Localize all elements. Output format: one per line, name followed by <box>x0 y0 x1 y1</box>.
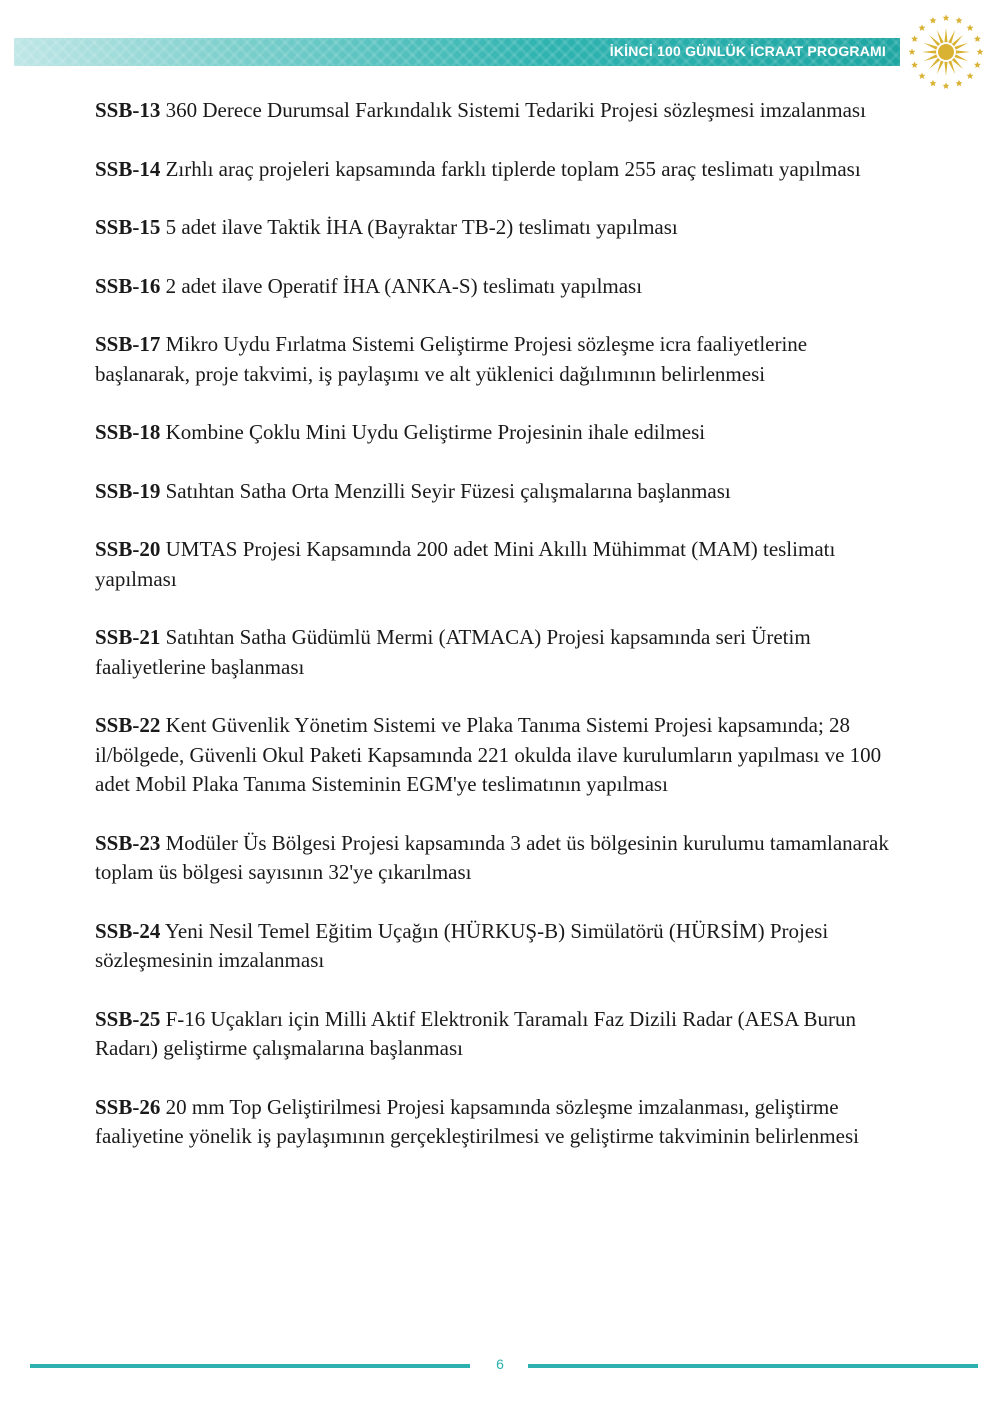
emblem-star <box>911 35 918 42</box>
list-item: SSB-20 UMTAS Projesi Kapsamında 200 adet Mini Akıllı Mühimmat (MAM) teslimatı yapılması <box>95 537 836 591</box>
emblem-star <box>919 24 926 31</box>
list-item: SSB-22 Kent Güvenlik Yönetim Sistemi ve Plaka Tanıma Sistemi Projesi kapsamında; 28 il/bölgede, Güvenli Okul Paketi Kapsamında 221 okulda ilave kurulumların yapılması ve 100 adet Mobil Plaka Tanıma Sisteminin EGM'ye teslimatının yapılması <box>95 713 882 796</box>
emblem-sun-ray <box>955 54 969 61</box>
emblem-sun-ray <box>924 43 938 50</box>
emblem-star <box>956 17 963 24</box>
list-item: SSB-25 F-16 Uçakları için Milli Aktif Elektronik Taramalı Faz Dizili Radar (AESA Burun Radarı) geliştirme çalışmalarına başlanması <box>95 1006 857 1060</box>
emblem-star <box>919 72 926 79</box>
presidential-emblem-icon <box>906 12 986 92</box>
emblem-sun-ray <box>929 58 940 69</box>
footer-divider-left <box>30 1364 470 1368</box>
emblem-star <box>909 48 916 55</box>
list-item: SSB-14 Zırhlı araç projeleri kapsamında farklı tiplerde toplam 255 araç teslimatı yapılması <box>95 156 861 181</box>
emblem-sun-ray <box>948 61 955 75</box>
emblem-star <box>974 61 981 68</box>
emblem-star <box>930 80 937 87</box>
emblem-sun-ray <box>948 30 955 44</box>
list-item: SSB-13 360 Derece Durumsal Farkındalık Sistemi Tedariki Projesi sözleşmesi imzalanması <box>95 98 866 122</box>
emblem-sun-ray <box>944 28 947 42</box>
list-item: SSB-17 Mikro Uydu Fırlatma Sistemi Geliştirme Projesi sözleşme icra faaliyetlerine başlanarak, proje takvimi, iş paylaşımı ve alt yüklenici dağılımının belirlenmesi <box>95 332 808 386</box>
emblem-star <box>943 82 950 89</box>
emblem-star <box>943 14 950 21</box>
emblem-star <box>977 48 984 55</box>
list-item: SSB-26 20 mm Top Geliştirilmesi Projesi kapsamında sözleşme imzalanması, geliştirme faaliyetine yönelik iş paylaşımının gerçekleştirilmesi ve geliştirme takviminin belirlenmesi <box>95 1094 859 1148</box>
footer-divider-right <box>528 1364 978 1368</box>
list-item: SSB-18 Kombine Çoklu Mini Uydu Geliştirme Projesinin ihale edilmesi <box>95 420 706 444</box>
emblem-star <box>967 72 974 79</box>
header-banner <box>14 38 900 66</box>
emblem-sun-ray <box>944 62 947 76</box>
list-item: SSB-23 Modüler Üs Bölgesi Projesi kapsamında 3 adet üs bölgesinin kurulumu tamamlanarak toplam üs bölgesi sayısının 32'ye çıkarılması <box>95 830 889 884</box>
emblem-sun-ray <box>924 54 938 61</box>
emblem-sun-ray <box>922 50 936 53</box>
emblem-star <box>974 35 981 42</box>
emblem-star <box>930 17 937 24</box>
list-item: SSB-19 Satıhtan Satha Orta Menzilli Seyir Füzesi çalışmalarına başlanması <box>95 478 731 503</box>
emblem-sun-ray <box>955 43 969 50</box>
emblem-sun-ray <box>952 35 963 46</box>
program-title: İKİNCİ 100 GÜNLÜK İCRAAT PROGRAMI <box>609 43 886 59</box>
emblem-sun-ray <box>952 58 963 69</box>
emblem-sun-ray <box>929 35 940 46</box>
emblem-sun-ray <box>937 30 944 44</box>
page-number: 6 <box>496 1356 504 1372</box>
emblem-sun-ray <box>937 61 944 75</box>
emblem-star <box>967 24 974 31</box>
emblem-star <box>956 80 963 87</box>
emblem-star <box>911 61 918 68</box>
list-item: SSB-16 2 adet ilave Operatif İHA (ANKA-S) teslimatı yapılması <box>95 273 643 298</box>
item-list <box>95 96 895 1181</box>
list-item: SSB-21 Satıhtan Satha Güdümlü Mermi (ATMACA) Projesi kapsamında seri Üretim faaliyetlerine başlanması <box>95 625 811 679</box>
list-item: SSB-15 5 adet ilave Taktik İHA (Bayraktar TB-2) teslimatı yapılması <box>95 215 678 239</box>
list-item: SSB-24 Yeni Nesil Temel Eğitim Uçağın (HÜRKUŞ-B) Simülatörü (HÜRSİM) Projesi sözleşmesinin imzalanması <box>95 918 829 972</box>
emblem-sun-ray <box>956 50 970 53</box>
